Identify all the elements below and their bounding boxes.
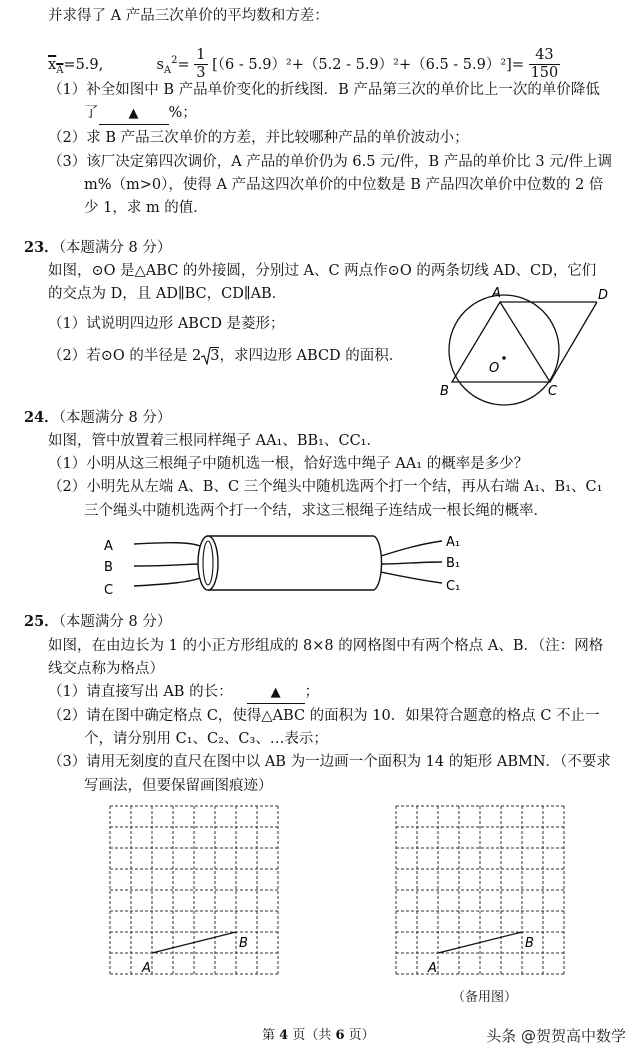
variance-body: [（6 - 5.9）²+（5.2 - 5.9）²+（6.5 - 5.9）²]=: [212, 56, 524, 73]
label-c1: C₁: [446, 579, 461, 594]
rope-a-left: [134, 543, 200, 546]
grid-figure-spare: [382, 800, 582, 990]
label-b: B: [104, 560, 113, 575]
answer-blank: ▲: [99, 104, 169, 125]
grid-lines: [110, 806, 278, 974]
triangle-abc: [452, 302, 550, 382]
intro-line: 并求得了 A 产品三次单价的平均数和方差：: [48, 8, 329, 24]
label-c: C: [548, 384, 558, 399]
circle-o: [449, 295, 559, 405]
rope-c-left: [134, 578, 200, 586]
label-b: B: [239, 936, 248, 951]
q25-stem-line2: 线交点称为格点）: [48, 661, 164, 677]
q24-part2-line1: （2）小明先从左端 A、B、C 三个绳头中随机选两个打一个结，再从右端 A₁、B₁、C₁: [48, 479, 603, 495]
center-point: [502, 356, 506, 360]
q22-part2: （2）求 B 产品三次单价的方差，并比较哪种产品的单价波动小；: [48, 130, 469, 146]
q22-part1-line1: （1）补全如图中 B 产品单价变化的折线图．B 产品第三次的单价比上一次的单价降低: [48, 82, 600, 98]
q24-heading: 24．（本题满分 8 分）: [24, 409, 172, 426]
q24-stem: 如图，管中放置着三根同样绳子 AA₁、BB₁、CC₁．: [48, 433, 381, 449]
watermark: 头条 @贺贺高中数学: [486, 1027, 626, 1045]
pipe-left-opening: [198, 536, 218, 590]
grid-figure-main: [96, 800, 296, 990]
q23-heading: 23．（本题满分 8 分）: [24, 239, 172, 256]
q23-stem-line1: 如图，⊙O 是△ABC 的外接圆，分别过 A、C 两点作⊙O 的两条切线 AD、CD，它们: [48, 263, 597, 279]
q25-stem-line1: 如图，在由边长为 1 的小正方形组成的 8×8 的网格图中有两个格点 A、B．（注：网格: [48, 638, 604, 654]
label-a: A: [104, 539, 113, 554]
pipe-ropes-figure: [100, 528, 470, 604]
q24-part2-line2: 三个绳头中随机选两个打一个结，求这三根绳子连结成一根长绳的概率．: [84, 503, 548, 519]
q22-part1-line2: 了 ▲ %；: [84, 103, 197, 125]
grid-lines: [396, 806, 564, 974]
mean-value: =5.9,: [63, 56, 104, 73]
q23-part1: （1）试说明四边形 ABCD 是菱形；: [48, 316, 285, 332]
label-b: B: [525, 936, 534, 951]
circle-rhombus-figure: [432, 282, 622, 416]
tangent-cd: [550, 302, 597, 382]
sqrt-sign-icon: [201, 347, 211, 365]
label-c: C: [104, 583, 114, 598]
q22-part3-line3: 少 1，求 m 的值．: [84, 200, 208, 216]
fraction-one-third: $\frac{1}{3}$: [196, 47, 206, 82]
label-b: B: [440, 384, 449, 399]
pipe-right-end: [374, 536, 382, 590]
spare-figure-caption: （备用图）: [452, 990, 518, 1005]
label-a: A: [492, 286, 501, 301]
segment-ab: [152, 932, 236, 953]
fraction-43-150: $\frac{43}{150}$: [530, 47, 559, 82]
q22-part3-line1: （3）该厂决定第四次调价，A 产品的单价仍为 6.5 元/件，B 产品的单价比 3 元/件上调: [48, 154, 613, 170]
pipe-body: [208, 536, 374, 590]
rope-b1-right: [382, 562, 442, 564]
page-number: 第 4 页（共 6 页）: [262, 1028, 375, 1043]
q25-heading: 25．（本题满分 8 分）: [24, 613, 172, 630]
rope-c1-right: [381, 572, 442, 583]
q25-part1: （1）请直接写出 AB 的长： ▲ ；: [48, 682, 319, 704]
q22-part3-line2: m%（m>0），使得 A 产品这四次单价的中位数是 B 产品四次单价中位数的 2 倍: [84, 177, 604, 193]
variance-symbol: $s_A^2=$: [156, 55, 190, 76]
label-a: A: [428, 961, 437, 976]
formula-line: [48, 40, 560, 82]
answer-blank: ▲: [247, 683, 305, 704]
q25-part3-line1: （3）请用无刻度的直尺在图中以 AB 为一边画一个面积为 14 的矩形 ABMN．（不要求: [48, 754, 611, 770]
q23-part2: （2）若⊙O 的半径是 2 3，求四边形 ABCD 的面积．: [48, 348, 404, 364]
label-a1: A₁: [446, 535, 461, 550]
q25-part2-line1: （2）请在图中确定格点 C，使得△ABC 的面积为 10．如果符合题意的格点 C 不止一: [48, 708, 600, 724]
mean-symbol: $x_A$: [48, 56, 64, 76]
label-o: O: [489, 361, 500, 376]
segment-ab: [438, 932, 522, 953]
q25-part3-line2: 写画法，但要保留画图痕迹）: [84, 778, 273, 794]
rope-b-left: [134, 564, 200, 566]
q25-part2-line2: 个，请分别用 C₁、C₂、C₃、…表示；: [84, 731, 328, 747]
rope-a1-right: [381, 541, 442, 556]
label-d: D: [598, 288, 609, 303]
q23-stem-line2: 的交点为 D，且 AD∥BC，CD∥AB．: [48, 286, 287, 302]
label-b1: B₁: [446, 556, 461, 571]
q24-part1: （1）小明从这三根绳子中随机选一根，恰好选中绳子 AA₁ 的概率是多少？: [48, 456, 529, 472]
label-a: A: [142, 961, 151, 976]
